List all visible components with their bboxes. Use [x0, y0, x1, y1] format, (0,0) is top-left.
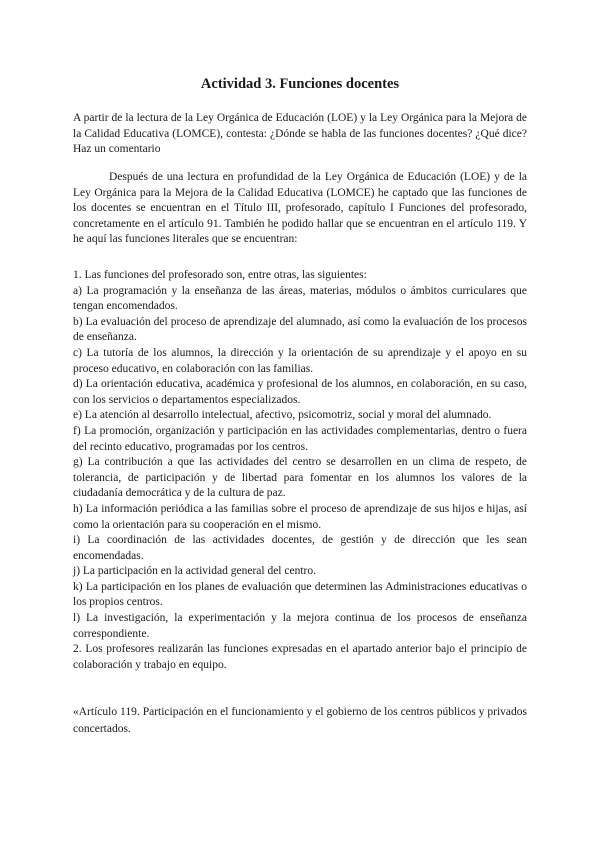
list-item: i) La coordinación de las actividades docentes, de gestión y de dirección que les sean encomendadas.: [73, 534, 527, 562]
page-title: Actividad 3. Funciones docentes: [200, 76, 400, 92]
list-item: h) La información periódica a las familias sobre el proceso de aprendizaje de sus hijos e hijas, así como la orientación para su cooperación en el mismo.: [73, 502, 527, 531]
list-item: g) La contribución a que las actividades del centro se desarrollen en un clima de respeto, de tolerancia, de participación y de libertad para fomentar en los alumnos los valores de la ciudadanía democrática y de la cultura de paz.: [73, 456, 527, 500]
list-item: d) La orientación educativa, académica y profesional de los alumnos, en colaboración, en su caso, con los servicios o departamentos especializados.: [73, 378, 527, 406]
article-text: «Artículo 119. Participación en el funcionamiento y el gobierno de los centros públicos y privados concertados.: [73, 706, 527, 735]
list-item: b) La evaluación del proceso de aprendizaje del alumnado, así como la evaluación de los procesos de enseñanza.: [73, 315, 527, 344]
list-item: 2. Los profesores realizarán las funciones expresadas en el apartado anterior bajo el principio de colaboración y trabajo en equipo.: [73, 643, 527, 671]
list-item: f) La promoción, organización y participación en las actividades complementarias, dentro o fuera del recinto educativo, programadas por los centros.: [73, 424, 527, 453]
list-item: j) La participación en la actividad general del centro.: [73, 565, 316, 578]
list-item: e) La atención al desarrollo intelectual, afectivo, psicomotriz, social y moral del alumnado.: [73, 409, 492, 422]
list-item: a) La programación y la enseñanza de las áreas, materias, módulos o ámbitos curriculares que tengan encomendados.: [73, 284, 527, 313]
intro-text: A partir de la lectura de la Ley Orgánica de Educación (LOE) y la Ley Orgánica para la Mejora de la Calidad Educativa (LOMCE), contesta: ¿Dónde se habla de las funciones docentes? ¿Qué dice? Haz un comentario: [73, 112, 527, 156]
list-item: 1. Las funciones del profesorado son, entre otras, las siguientes:: [73, 269, 367, 281]
functions-list: [73, 268, 527, 673]
list-item: k) La participación en los planes de evaluación que determinen las Administraciones educativas o los propios centros.: [73, 580, 527, 609]
article-paragraph: [73, 704, 527, 737]
list-item: c) La tutoría de los alumnos, la dirección y la orientación de su aprendizaje y el apoyo en su proceso educativo, en colaboración con las familias.: [73, 346, 527, 375]
intro-paragraph: [73, 111, 527, 158]
answer-text: Después de una lectura en profundidad de la Ley Orgánica de Educación (LOE) y de la Ley Orgánica para la Mejora de la Calidad Educativa (LOMCE) he captado que las funciones de los docentes se encuentran en el Título III, profesorado, capítulo I Funciones del profesorado, concretamente en el artículo 91. También he podido hallar que se encuentran en el artículo 119. Y he aquí las funciones literales que se encuentran:: [73, 171, 527, 246]
list-item: l) La investigación, la experimentación y la mejora continua de los procesos de enseñanza correspondiente.: [73, 612, 527, 640]
answer-paragraph: [73, 170, 527, 248]
